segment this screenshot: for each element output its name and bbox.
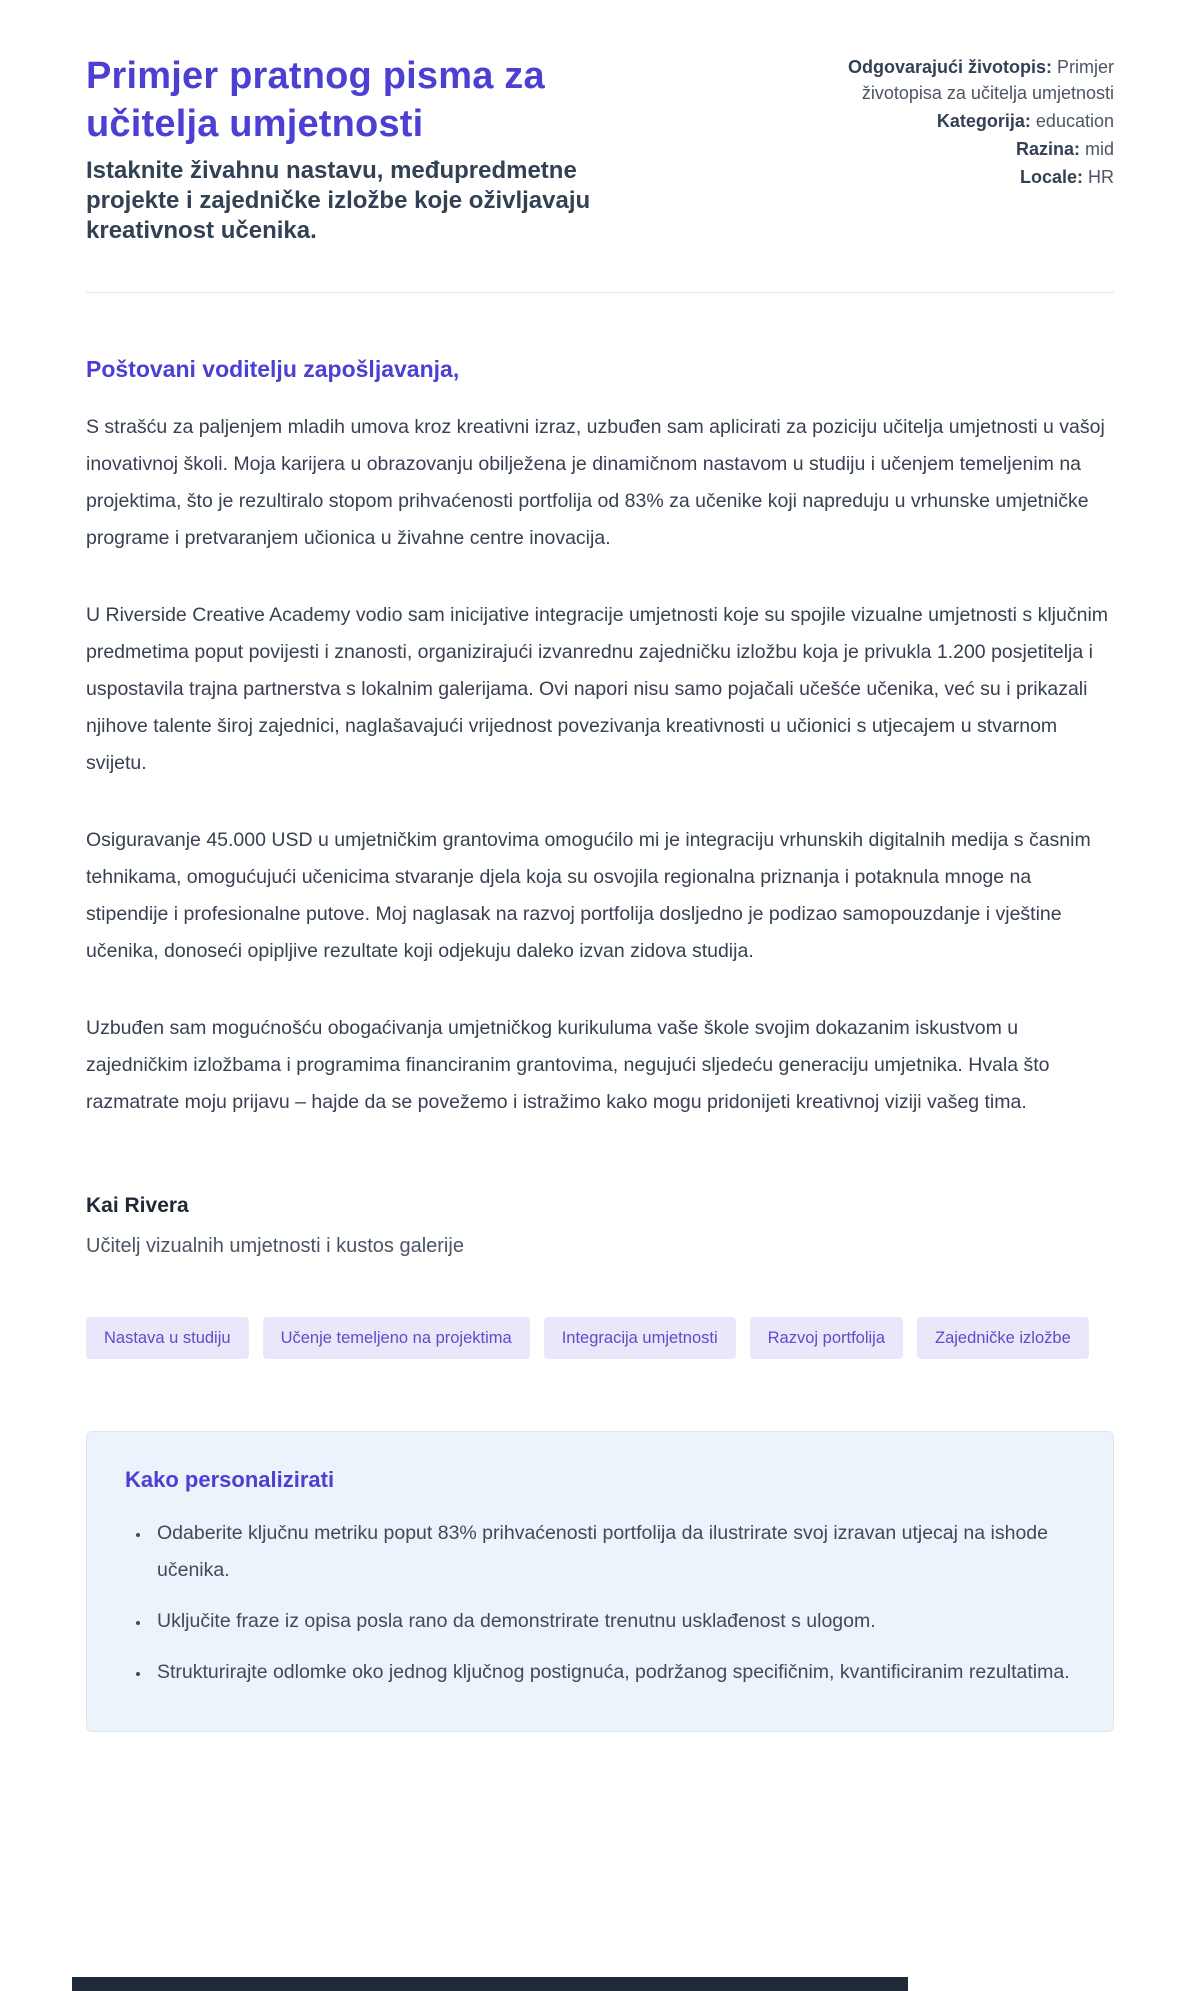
meta-value: HR [1088,167,1114,187]
tag-chip: Zajedničke izložbe [917,1317,1089,1359]
meta-row-matching-resume [809,54,1114,106]
tip-item: • Uključite fraze iz opisa posla rano da demonstrirate trenutnu usklađenost s ulogom. [151,1603,1075,1640]
meta-block [809,52,1114,190]
header-title-block [86,52,706,246]
meta-value: Primjer životopisa za učitelja umjetnosti [861,57,1114,103]
page-title: Primjer pratnog pisma za učitelja umjetnosti [86,55,545,145]
letter-paragraph: U Riverside Creative Academy vodio sam inicijative integracije umjetnosti koje su spojile vizualne umjetnosti s ključnim predmetima poput povijesti i znanosti, organizirajući izvanrednu zajedničku izložbu koja je privukla 1.200 posjetitelja i uspostavila trajna partnerstva s lokalnim galerijama. Ovi napori nisu samo pojačali učešće učenika, već su i prikazali njihove talente široj zajednici, naglašavajući vrijednost povezivanja kreativnosti u učionici s utjecajem u stvarnom svijetu. [86,604,1109,774]
tag-list [86,1317,1114,1359]
letter-body [86,409,1114,1121]
tip-item: • Odaberite ključnu metriku poput 83% prihvaćenosti portfolija da ilustrirate svoj izravan utjecaj na ishode učenika. [151,1515,1075,1589]
meta-row-category [809,108,1114,134]
page-header [86,52,1114,246]
meta-row-locale [809,164,1114,190]
meta-label: Kategorija: [936,111,1031,131]
meta-value: education [1035,111,1114,131]
personalization-tips-box [86,1431,1114,1732]
signature-block [86,1193,1114,1259]
tip-item: • Strukturirajte odlomke oko jednog ključnog postignuća, podržanog specifičnim, kvantificiranim rezultatima. [151,1654,1075,1691]
meta-label: Odgovarajući životopis: [847,57,1052,77]
tag-chip: Integracija umjetnosti [544,1317,736,1359]
meta-label: Locale: [1019,167,1083,187]
meta-value: mid [1084,139,1114,159]
letter-paragraph: Osiguravanje 45.000 USD u umjetničkim grantovima omogućilo mi je integraciju vrhunskih digitalnih medija s časnim tehnikama, omogućujući učenicima stvaranje djela koja su osvojila regionalna priznanja i potaknula mnoge na stipendije i profesionalne putove. Moj naglasak na razvoj portfolija dosljedno je podizao samopouzdanje i vještine učenika, donoseći opipljive rezultate koji odjekuju daleko izvan zidova studija. [86,829,1091,962]
header-divider [86,292,1114,293]
signature-name: Kai Rivera [86,1194,189,1217]
signature-role: Učitelj vizualnih umjetnosti i kustos galerije [86,1235,464,1257]
tag-chip: Učenje temeljeno na projektima [263,1317,530,1359]
tips-title: Kako personalizirati [125,1467,335,1492]
meta-row-level [809,136,1114,162]
letter-greeting: Poštovani voditelju zapošljavanja, [86,356,460,382]
meta-label: Razina: [1015,139,1080,159]
tag-chip: Nastava u studiju [86,1317,249,1359]
tips-list [125,1515,1075,1691]
bottom-bar [72,1977,908,1991]
tag-chip: Razvoj portfolija [750,1317,903,1359]
letter-paragraph: S strašću za paljenjem mladih umova kroz kreativni izraz, uzbuđen sam aplicirati za poziciju učitelja umjetnosti u vašoj inovativnoj školi. Moja karijera u obrazovanju obilježena je dinamičnom nastavom u studiju i učenjem temeljenim na projektima, što je rezultiralo stopom prihvaćenosti portfolija od 83% za učenike koji napreduju u vrhunske umjetničke programe i pretvaranjem učionica u živahne centre inovacija. [86,416,1105,549]
letter-paragraph: Uzbuđen sam mogućnošću obogaćivanja umjetničkog kurikuluma vaše škole svojim dokazanim iskustvom u zajedničkim izložbama i programima financiranim grantovima, negujući sljedeću generaciju umjetnika. Hvala što razmatrate moju prijavu – hajde da se povežemo i istražimo kako mogu pridonijeti kreativnoj viziji vašeg tima. [86,1017,1050,1113]
page-subtitle: Istaknite živahnu nastavu, međupredmetne projekte i zajedničke izložbe koje oživljavaju kreativnost učenika. [86,157,591,244]
